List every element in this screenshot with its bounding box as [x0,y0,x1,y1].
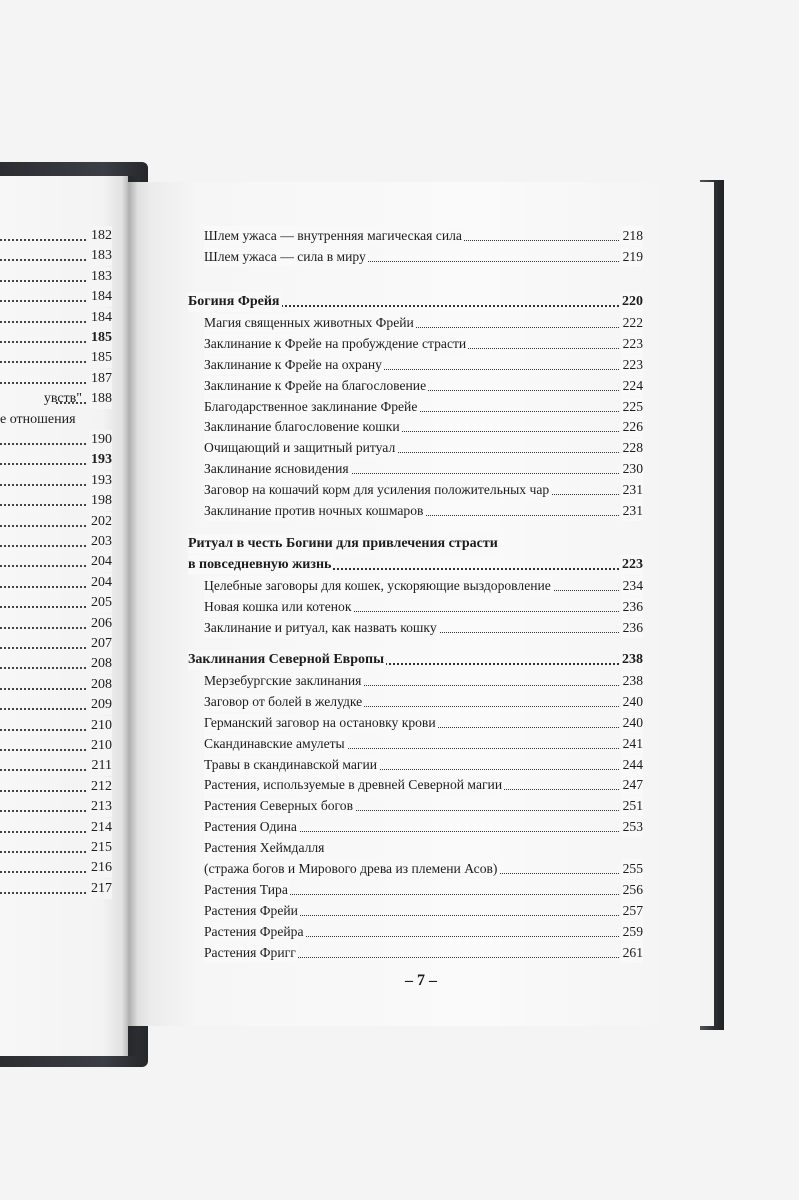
right-page [128,182,714,1026]
left-page-row-page: 209 [89,695,112,715]
toc-entry-title: Растения Тира [204,880,290,900]
toc-entry [204,417,643,437]
toc-entry [204,355,643,375]
toc-entry-title: Заклинание ясновидения [204,459,351,479]
toc-entry [204,334,643,354]
toc-entry-title: Заклинание к Фрейе на благословение [204,376,428,396]
toc-heading [188,555,643,575]
left-page-row-page: 217 [89,879,112,899]
left-page-row [0,634,112,654]
dot-leader [0,321,86,323]
toc-entry-title: (стража богов и Мирового древа из племени Асов) [204,859,499,879]
toc-entry-page: 223 [621,355,643,375]
dot-leader [0,280,86,282]
toc-entry-title: Заговор от болей в желудке [204,692,364,712]
left-page-row-page: 193 [89,471,112,491]
left-page-row-page: 204 [89,573,112,593]
left-page-row [0,736,112,756]
toc-entry-page: 238 [621,671,643,691]
dot-leader [0,729,86,731]
toc-entry [204,922,643,942]
toc-entry [204,838,643,858]
left-page-row-page: 213 [89,797,112,817]
left-page-row [0,491,112,511]
dot-leader [0,688,86,690]
dot-leader [0,239,86,241]
dot-leader [0,300,86,302]
dot-leader [0,565,86,567]
toc-heading [188,292,643,312]
toc-entry-page: 257 [621,901,643,921]
left-page-row-page: 183 [89,246,112,266]
left-page-row-page: 205 [89,593,112,613]
toc-entry [204,313,643,333]
toc-entry [204,713,643,733]
left-page-row [0,797,112,817]
toc-entry-page: 224 [621,376,643,396]
toc-entry-page: 219 [621,247,643,267]
dot-leader [0,810,86,812]
toc-entry-page: 236 [621,597,643,617]
toc-entry-title: Заклинание к Фрейе на пробуждение страсти [204,334,468,354]
toc-entry-page: 247 [621,775,643,795]
left-page-row [0,879,112,899]
dot-leader [0,769,86,771]
dot-leader [0,708,86,710]
toc-entry-page: 223 [620,555,643,575]
left-page-row-page: 203 [89,532,112,552]
dot-leader [0,545,86,547]
dot-leader [0,831,86,833]
left-page-row-page: 206 [89,614,112,634]
toc-entry-page: 225 [621,397,643,417]
left-page-row-page: 190 [89,430,112,450]
toc-entry-title: Новая кошка или котенок [204,597,353,617]
toc-entry [204,880,643,900]
toc-entry-title: Заклинание и ритуал, как назвать кошку [204,618,439,638]
left-page-row-page: 214 [89,818,112,838]
toc-entry [204,859,643,879]
toc-entry [204,576,643,596]
toc-entry-page: 238 [620,650,643,670]
left-page-row-page: 210 [89,716,112,736]
toc-entry-title: Заклинания Северной Европы [188,650,386,670]
dot-leader [0,749,86,751]
toc-entry [204,817,643,837]
toc-entry-page: 253 [621,817,643,837]
toc-entry-title: в повседневную жизнь [188,555,333,575]
left-page-row-page: 204 [89,552,112,572]
page-gutter-shadow [122,176,138,1056]
left-page-row [0,348,112,368]
toc-entry-title: Растения Северных богов [204,796,355,816]
left-page-row-page: 185 [89,328,112,348]
toc-entry-title: Растения Одина [204,817,299,837]
left-page-row-page: 187 [89,369,112,389]
toc-entry-title: Целебные заговоры для кошек, ускоряющие выздоровление [204,576,553,596]
toc-entry-page: 241 [621,734,643,754]
toc-entry-title: Растения Фрейра [204,922,305,942]
dot-leader [0,484,86,486]
left-page-row [0,756,112,776]
left-page-row-page: 188 [89,389,112,409]
left-page-row-page: 212 [89,777,112,797]
toc-entry-page: 231 [621,480,643,500]
left-page-row-page: 184 [89,308,112,328]
left-page-row [0,450,112,470]
left-page-row [0,226,112,246]
dot-leader [0,443,86,445]
toc-entry [204,247,643,267]
toc-entry [204,501,643,521]
toc-entry [204,459,643,479]
toc-entry [204,376,643,396]
left-page-row [0,838,112,858]
toc-entry-title: Ритуал в честь Богини для привлечения страсти [188,534,500,554]
left-page-row-page: 185 [89,348,112,368]
left-page-row-page: 210 [89,736,112,756]
toc-entry-title: Растения Хеймдалля [204,838,326,858]
left-page-row [0,389,112,409]
dot-leader [0,851,86,853]
toc-heading [188,534,643,554]
toc-entry-page: 218 [621,226,643,246]
left-page-row [0,552,112,572]
toc-entry-page: 228 [621,438,643,458]
dot-leader [0,627,86,629]
left-page-row [0,858,112,878]
left-page-row [0,654,112,674]
toc-entry-title: Заклинание благословение кошки [204,417,402,437]
left-page-row-page: 183 [89,267,112,287]
left-page-row-page: 207 [89,634,112,654]
left-page-row-page: 202 [89,512,112,532]
dot-leader [0,382,86,384]
toc-entry-title: Скандинавские амулеты [204,734,347,754]
left-page-row-page: 184 [89,287,112,307]
toc-entry-title: Заговор на кошачий корм для усиления положительных чар [204,480,551,500]
left-page-row-page: 193 [89,450,112,470]
left-page [0,176,128,1056]
page-number: – 7 – [405,972,437,989]
dot-leader [0,463,86,465]
toc-entry-page: 240 [621,692,643,712]
toc-entry-title: Растения Фрейи [204,901,300,921]
left-page-row-page: 182 [89,226,112,246]
toc-entry-title: Заклинание против ночных кошмаров [204,501,425,521]
left-page-row [0,410,112,430]
toc-entry [204,226,643,246]
toc-entry-title: Богиня Фрейя [188,292,282,312]
dot-leader [0,259,86,261]
left-page-row-text: е отношения [0,411,76,427]
toc-entry [204,671,643,691]
left-page-row-page: 208 [89,675,112,695]
left-page-row [0,328,112,348]
left-page-row [0,695,112,715]
toc-entry [204,943,643,963]
toc-entry-page: 236 [621,618,643,638]
toc-heading [188,650,643,670]
toc-entry [204,397,643,417]
left-page-row [0,532,112,552]
left-page-row [0,716,112,736]
toc-entry-page: 261 [621,943,643,963]
dot-leader [0,525,86,527]
dot-leader [0,586,86,588]
left-page-row-page: 211 [90,756,112,776]
toc-entry-page: 220 [620,292,643,312]
left-page-row [0,777,112,797]
dot-leader [0,871,86,873]
toc-entry-page: 223 [621,334,643,354]
left-page-row [0,430,112,450]
toc-entry-title: Шлем ужаса — внутренняя магическая сила [204,226,464,246]
toc-entry [204,597,643,617]
toc-entry-page: 256 [621,880,643,900]
dot-leader [0,504,86,506]
toc-entry-title: Заклинание к Фрейе на охрану [204,355,384,375]
toc-entry [204,796,643,816]
left-page-row-text: увств" [43,391,82,407]
left-page-row-page: 215 [89,838,112,858]
left-page-row-page: 208 [89,654,112,674]
left-page-row [0,614,112,634]
toc-entry-title: Германский заговор на остановку крови [204,713,438,733]
left-page-row [0,818,112,838]
toc-entry-title: Мерзебургские заклинания [204,671,363,691]
toc-entry [204,775,643,795]
left-page-row [0,369,112,389]
left-page-row [0,675,112,695]
toc-entry-title: Растения, используемые в древней Северной магии [204,775,504,795]
left-page-row [0,287,112,307]
toc-entry-page: 255 [621,859,643,879]
toc-entry [204,901,643,921]
left-page-row [0,471,112,491]
dot-leader [0,606,86,608]
left-page-row [0,246,112,266]
dot-leader [0,892,86,894]
dot-leader [0,341,86,343]
dot-leader [0,647,86,649]
left-page-row [0,512,112,532]
toc-entry-page: 222 [621,313,643,333]
dot-leader [0,361,86,363]
toc-entry-page: 244 [621,755,643,775]
left-page-row [0,593,112,613]
toc-entry-title: Очищающий и защитный ритуал [204,438,397,458]
toc-entry-page: 231 [621,501,643,521]
dot-leader [0,790,86,792]
toc-entry-page: 240 [621,713,643,733]
toc-entry-page: 230 [621,459,643,479]
toc-entry [204,438,643,458]
toc-entry [204,618,643,638]
dot-leader [0,667,86,669]
toc-entry-title: Растения Фригг [204,943,298,963]
toc-entry-page: 234 [621,576,643,596]
toc-entry-title: Магия священных животных Фрейи [204,313,416,333]
toc-entry-page: 259 [621,922,643,942]
toc-entry-title: Травы в скандинавской магии [204,755,379,775]
toc-entry [204,734,643,754]
left-page-row-page: 198 [89,491,112,511]
left-page-row [0,267,112,287]
toc-entry [204,692,643,712]
toc-entry [204,480,643,500]
toc-entry-title: Благодарственное заклинание Фрейе [204,397,419,417]
toc-entry [204,755,643,775]
left-page-row [0,573,112,593]
toc-entry-title: Шлем ужаса — сила в миру [204,247,368,267]
toc-entry-page: 226 [621,417,643,437]
toc-entry-page: 251 [621,796,643,816]
left-page-row-page: 216 [89,858,112,878]
left-page-row [0,308,112,328]
